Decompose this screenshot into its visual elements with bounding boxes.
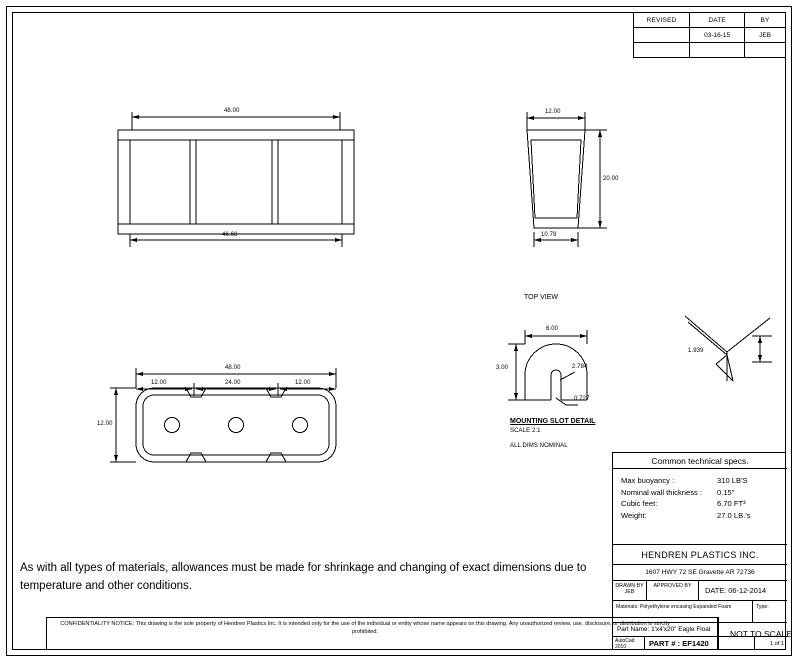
spec-label-buoyancy: Max buoyancy : <box>621 476 675 485</box>
part-number-cell: PART # : EF1420 <box>645 637 755 650</box>
revision-cell-by: JEB <box>745 28 786 43</box>
slot-detail-note: ALL DIMS NOMINAL <box>510 443 568 449</box>
spec-row-buoyancy <box>621 475 781 487</box>
revision-cell-by <box>745 43 786 58</box>
spec-row-wall-thickness <box>621 487 781 499</box>
material-value: Polyethylene encasing Expanded Foam <box>639 604 732 610</box>
dim-top-left-segment: 12.00 <box>151 380 167 386</box>
date-value: 06-12-2014 <box>728 586 767 595</box>
revision-cell-date <box>690 43 745 58</box>
spec-value-buoyancy: 310 LB'S <box>717 476 748 485</box>
revision-block <box>633 12 786 50</box>
revision-header-revised: REVISED <box>634 13 690 28</box>
spec-value-cubic-feet: 6.70 FT³ <box>717 499 746 508</box>
title-block <box>612 452 786 650</box>
part-name-row <box>613 623 787 637</box>
date-label: DATE: <box>705 586 727 595</box>
spec-value-weight: 27.0 LB.'s <box>717 510 751 520</box>
revision-header-row <box>634 13 786 28</box>
spec-label-weight: Weight: <box>621 510 647 520</box>
dim-top-right-segment: 12.00 <box>295 380 311 386</box>
revision-header-by: BY <box>745 13 786 28</box>
dim-slot-gap: 0.727 <box>574 396 590 402</box>
slot-detail-scale: SCALE 2:1 <box>510 428 541 434</box>
date-cell <box>699 581 787 600</box>
sheet-cell: 1 of 1 <box>770 641 784 647</box>
cad-cell: AutoCad 2010 <box>613 637 645 650</box>
dim-vee: 1.939 <box>688 348 704 354</box>
revision-cell-revised <box>634 28 690 43</box>
drawn-by-label: DRAWN BY <box>615 583 644 589</box>
part-name-value: 1'x4'x20" Eagle Float <box>651 626 711 633</box>
scale-note: NOT TO SCALE <box>730 629 792 639</box>
dim-slot-height: 3.00 <box>496 365 509 371</box>
dim-slot-width: 6.00 <box>546 326 559 332</box>
material-row <box>613 601 787 623</box>
part-number-row <box>613 637 787 650</box>
dim-slot-arc-radius: 2.784 <box>572 364 588 370</box>
dim-side-top-width: 12.00 <box>545 109 561 115</box>
top-view-label: TOP VIEW <box>524 294 558 301</box>
spec-label-cubic-feet: Cubic feet: <box>621 499 658 508</box>
spec-row-cubic-feet <box>621 498 781 510</box>
dim-top-overall-length: 48.00 <box>225 365 241 371</box>
dim-front-overall-width: 48.00 <box>224 108 240 114</box>
revision-cell-date: 03-16-15 <box>690 28 745 43</box>
type-label: Type: <box>756 604 769 610</box>
dim-side-bottom-width: 10.78 <box>541 232 557 238</box>
slot-detail-title: MOUNTING SLOT DETAIL <box>510 418 596 425</box>
drawn-by-value: JEB <box>624 589 635 595</box>
drawn-approved-row <box>613 581 787 601</box>
revision-row <box>634 43 786 58</box>
revision-header-date: DATE <box>690 13 745 28</box>
company-address: 1607 HWY 72 SE Gravette AR 72736 <box>613 565 787 581</box>
revision-row <box>634 28 786 43</box>
material-allowance-note: As with all types of materials, allowances must be made for shrinkage and changing of exact dimensions due to temperature and other conditions. <box>20 562 587 592</box>
spec-value-wall-thickness: 0.15" <box>717 487 735 497</box>
revision-cell-revised <box>634 43 690 58</box>
specs-heading: Common technical specs. <box>613 453 787 469</box>
part-name-label: Part Name: <box>617 626 650 633</box>
drawn-by-cell <box>613 581 647 600</box>
approved-by-label: APPROVED BY <box>653 583 692 589</box>
dim-top-center-segment: 24.00 <box>225 380 241 386</box>
spec-row-weight <box>621 510 781 522</box>
company-name: HENDREN PLASTICS INC. <box>613 545 787 565</box>
material-cell <box>613 601 753 622</box>
technical-specs <box>613 469 787 545</box>
dim-front-base-width: 46.68 <box>222 232 238 238</box>
confidentiality-notice: CONFIDENTIALITY NOTICE: This drawing is the sole property of Hendren Plastics Inc. It is intended only for the use of the individual or entity whose name appears on this drawing. Any unauthorized review, use, disclosure, or distribution is strictly prohibited. <box>60 621 670 636</box>
approved-by-cell <box>647 581 699 600</box>
spec-label-wall-thickness: Nominal wall thickness : <box>621 487 703 497</box>
dim-side-height: 20.00 <box>603 176 619 182</box>
material-label: Materials: <box>616 604 639 610</box>
type-cell <box>753 601 787 622</box>
dim-top-width: 12.00 <box>97 421 113 427</box>
